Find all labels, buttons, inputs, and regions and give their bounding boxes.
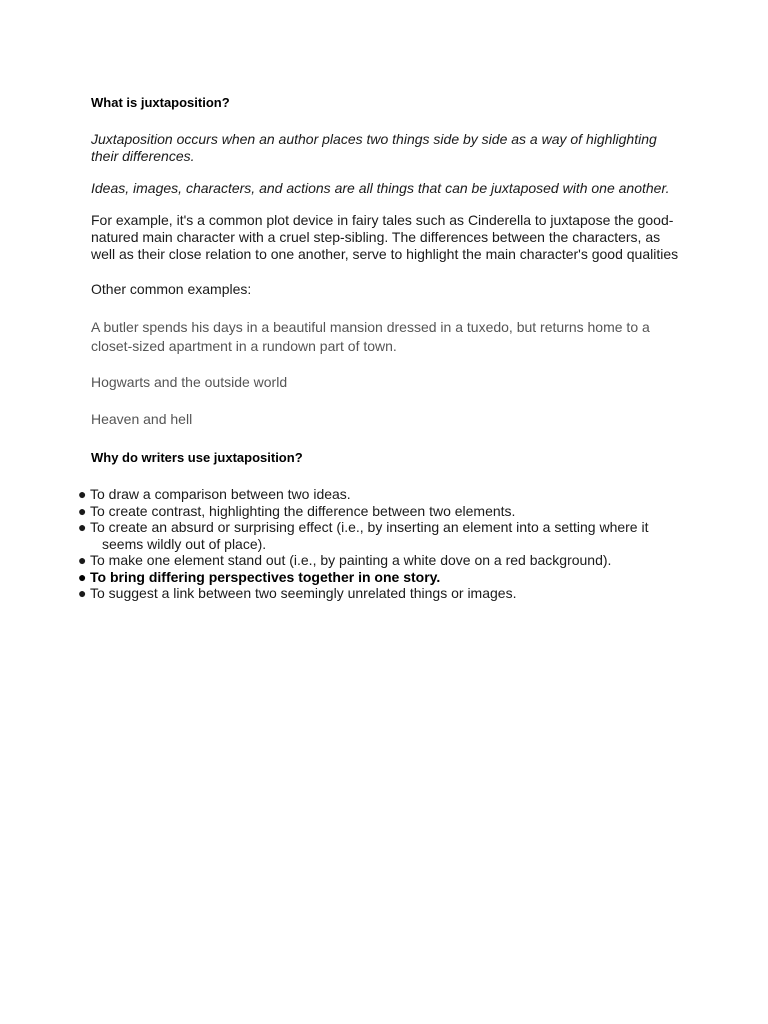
heaven-example: Heaven and hell xyxy=(91,411,193,427)
list-item-text: To bring differing perspectives together in one story. xyxy=(90,568,441,585)
butler-line-2: closet-sized apartment in a rundown part of town. xyxy=(91,338,397,354)
heading-what-is-juxtaposition: What is juxtaposition? xyxy=(91,95,230,110)
definition-line-1: Juxtaposition occurs when an author places two things side by side as a way of highlighting xyxy=(91,131,657,147)
example-line-1: For example, it's a common plot device in fairy tales such as Cinderella to juxtapose the good- xyxy=(91,212,674,228)
example-line-2: natured main character with a cruel step-sibling. The differences between the characters, as xyxy=(91,229,661,245)
heading-why-use-juxtaposition: Why do writers use juxtaposition? xyxy=(91,450,303,465)
example-line-3: well as their close relation to one another, serve to highlight the main character's good qualities xyxy=(91,246,679,262)
bullet-icon: ● xyxy=(78,519,87,535)
bullet-icon: ● xyxy=(78,585,87,601)
list-item xyxy=(78,585,678,602)
list-item-text: To make one element stand out (i.e., by painting a white dove on a red background). xyxy=(90,552,612,568)
list-item-continuation: seems wildly out of place). xyxy=(102,535,267,552)
list-item-text: To create an absurd or surprising effect (i.e., by inserting an element into a setting where it xyxy=(90,519,649,535)
bullet-icon: ● xyxy=(78,486,87,502)
list-item-text: To suggest a link between two seemingly unrelated things or images. xyxy=(90,585,517,601)
butler-line-1: A butler spends his days in a beautiful mansion dressed in a tuxedo, but returns home to a xyxy=(91,319,650,335)
example-paragraph xyxy=(91,212,691,263)
list-item xyxy=(78,503,678,520)
ideas-paragraph: Ideas, images, characters, and actions are all things that can be juxtaposed with one another. xyxy=(91,180,670,196)
bullet-icon: ● xyxy=(78,502,87,519)
definition-line-2: their differences. xyxy=(91,148,195,164)
list-item xyxy=(78,486,678,503)
other-examples-label: Other common examples: xyxy=(91,281,252,297)
list-item xyxy=(78,519,678,552)
list-item xyxy=(78,552,678,569)
list-item-text: To draw a comparison between two ideas. xyxy=(90,486,351,502)
bullet-icon: ● xyxy=(78,552,87,568)
definition-paragraph xyxy=(91,131,691,165)
bullet-icon: ● xyxy=(78,568,87,585)
list-item-text: To create contrast, highlighting the difference between two elements. xyxy=(90,502,516,519)
reasons-list xyxy=(78,486,678,602)
list-item xyxy=(78,569,678,586)
butler-paragraph xyxy=(91,318,691,356)
hogwarts-example: Hogwarts and the outside world xyxy=(91,374,288,390)
